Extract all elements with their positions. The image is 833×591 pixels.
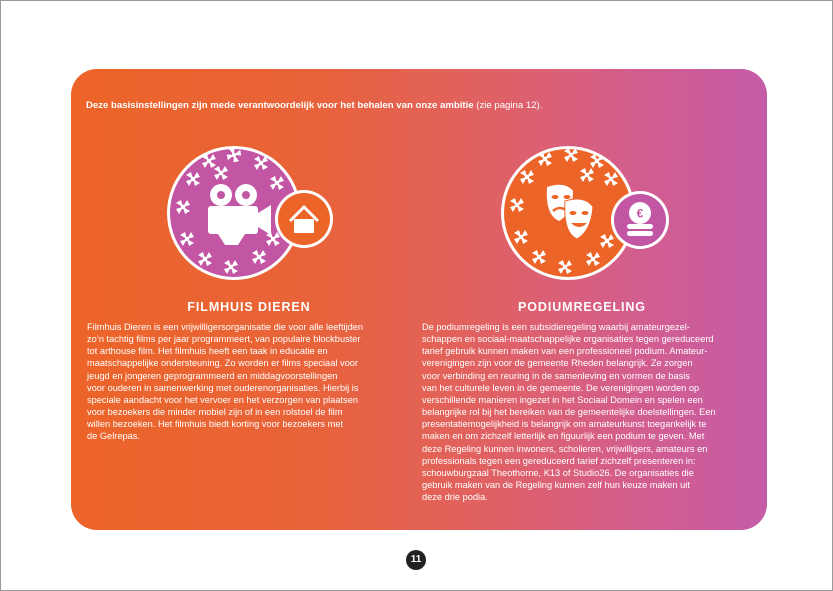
intro-text: Deze basisinstellingen zijn mede verantwoordelijk voor het behalen van onze ambitie (zie pagina 12). (86, 100, 543, 111)
podium-body: De podiumregeling is een subsidieregeling waarbij amateurgezel- schappen en sociaal-maatschappelijke organisaties tegen gereduceerd tarief gebruik kunnen maken van een professioneel podium. Amateur- verenigingen zijn voor de gemeente Rheden belangrijk. Ze zorgen voor verbinding en reuring in de samenleving en vormen de basis van het culturele leven in de gemeente. De verenigingen worden op verschillende manieren ingezet in het Sociaal Domein en spelen een belangrijke rol bij het bereiken van de gemeentelijke doelstellingen. Een presentatiemogelijkheid is belangrijk om amateurkunst toegankelijk te maken en om zichzelf letterlijk en figuurlijk een podium te geven. Met deze Regeling kunnen inwoners, scholieren, vrijwilligers, amateurs en professionals tegen een gereduceerd tarief zichzelf presenteren in: schouwburgzaal Theothorne, K13 of Studio26. De organisaties die gebruik maken van de Regeling kunnen zelf hun keuze maken uit deze drie podia. (422, 322, 716, 503)
page-number: 11 (406, 550, 426, 570)
filmhuis-emblem (163, 143, 363, 283)
svg-text:€: € (636, 206, 644, 221)
podium-emblem (499, 143, 699, 283)
intro-bold: Deze basisinstellingen zijn mede verantwoordelijk voor het behalen van onze ambitie (86, 100, 474, 111)
filmhuis-body: Filmhuis Dieren is een vrijwilligersorganisatie die voor alle leeftijden zo’n tachtig films per jaar programmeert, van populaire blockbuster tot arthouse film. Het filmhuis heeft een taak in educatie en maatschappelijke ondersteuning. Zo worden er films speciaal voor jeugd en jongeren geprogrammeerd en middagvoorstellingen voor ouderen in samenwerking met ouderenorganisaties. Hierbij is speciale aandacht voor het vervoer en het verzorgen van plaatsen voor bezoekers die minder mobiel zijn of in een rolstoel de film willen bezoeken. Het filmhuis biedt korting voor bezoekers met de Gelrepas. (87, 322, 364, 442)
filmhuis-title: FILMHUIS DIEREN (187, 300, 311, 314)
intro-page-reference: (zie pagina 12) (473, 100, 540, 111)
podium-title: PODIUMREGELING (518, 300, 646, 314)
content-panel (71, 69, 767, 530)
